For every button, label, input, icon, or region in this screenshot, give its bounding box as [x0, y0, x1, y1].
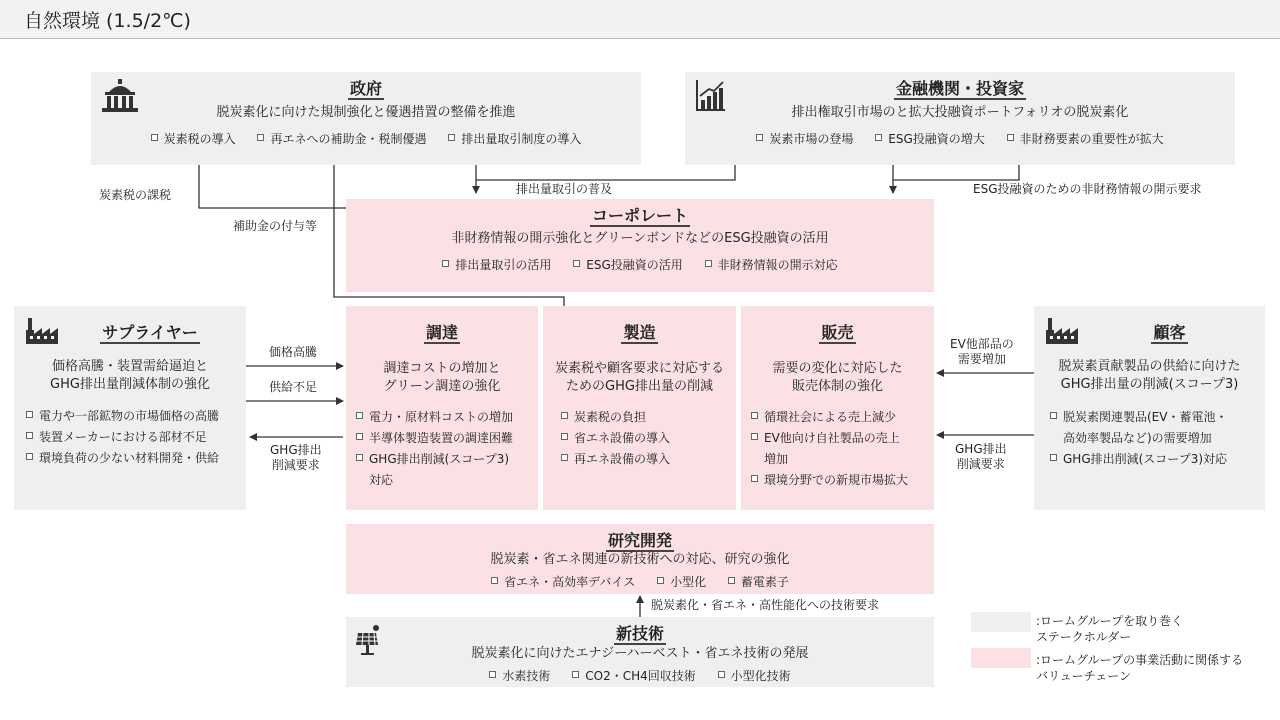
rnd-subtitle: 脱炭素・省エネ関連の新技術への対応、研究の強化	[490, 552, 790, 567]
government-title: 政府	[349, 79, 382, 98]
procurement-items	[356, 407, 513, 491]
list-item: 電力・原材料コストの増加	[356, 407, 513, 428]
government-items	[91, 130, 641, 147]
label-tech-req: 脱炭素化・省エネ・高性能化への技術要求	[651, 598, 880, 612]
legend-line: ステークホルダー	[1036, 630, 1132, 644]
procurement-subtitle	[346, 360, 538, 396]
list-item: 省エネ設備の導入	[561, 428, 670, 449]
list-item: 炭素市場の登場	[756, 130, 853, 147]
list-item: 水素技術	[489, 667, 550, 684]
list-item-continued: 高効率製品など)の需要増加	[1063, 431, 1212, 445]
supplier-title: サプライヤー	[102, 323, 198, 342]
subtitle-line: 脱炭素貢献製品の供給に向けた	[1058, 359, 1241, 374]
supplier-items	[26, 406, 219, 469]
customer-subtitle	[1034, 358, 1265, 394]
finance-title: 金融機関・投資家	[895, 79, 1024, 98]
list-item: 排出量取引制度の導入	[448, 130, 581, 147]
subtitle-line: ためのGHG排出量の削減	[566, 379, 713, 394]
sales-box	[741, 306, 934, 510]
sales-subtitle	[741, 360, 934, 396]
list-item: ESG投融資の増大	[875, 130, 985, 147]
label-esg-disclosure: ESG投融資のための非財務情報の開示要求	[973, 182, 1202, 196]
government-box	[91, 72, 641, 165]
subtitle-line: GHG排出量削減体制の強化	[50, 377, 210, 392]
label-emission-trading: 排出量取引の普及	[516, 182, 613, 196]
legend-swatch-value-chain	[971, 648, 1031, 668]
finance-subtitle: 排出権取引市場のと拡大投融資ポートフォリオの脱炭素化	[791, 105, 1129, 120]
legend-line: バリューチェーン	[1036, 669, 1132, 683]
subtitle-line: 需要の変化に対応した	[772, 361, 903, 376]
customer-title: 顧客	[1153, 323, 1186, 342]
customer-box	[1034, 306, 1265, 510]
list-item: GHG排出削減(スコープ3)対応	[1050, 449, 1227, 470]
list-item-continued: 対応	[369, 473, 394, 487]
list-item: 非財務情報の開示対応	[705, 256, 838, 273]
subtitle-line: グリーン調達の強化	[383, 379, 501, 394]
corporate-box	[346, 199, 934, 292]
list-item: CO2・CH4回収技術	[572, 667, 696, 684]
label-subsidy: 補助金の付与等	[233, 219, 318, 233]
manufacturing-items	[561, 407, 670, 470]
label-ghg-req-right	[955, 442, 1007, 472]
list-item: 炭素税の負担	[561, 407, 670, 428]
list-item: 半導体製造装置の調達困難	[356, 428, 513, 449]
legend-line: :ロームグループの事業活動に関係する	[1036, 653, 1244, 667]
list-item: 炭素税の導入	[151, 130, 236, 147]
subtitle-line: 価格高騰・装置需給逼迫と	[51, 359, 208, 374]
newtech-box	[346, 617, 934, 687]
list-item: 循環社会による売上減少	[751, 407, 908, 428]
label-line: GHG排出	[955, 442, 1007, 456]
list-item: 省エネ・高効率デバイス	[491, 573, 635, 590]
sales-title: 販売	[821, 323, 854, 342]
newtech-items	[346, 667, 934, 684]
label-line: 削減要求	[271, 458, 320, 472]
label-supply-short: 供給不足	[269, 380, 318, 394]
label-line: 削減要求	[956, 457, 1005, 471]
label-ev-demand	[950, 337, 1014, 367]
list-item: 電力や一部鉱物の市場価格の高騰	[26, 406, 219, 427]
label-line: GHG排出	[270, 443, 322, 457]
sales-items	[751, 407, 908, 491]
label-price-rise: 価格高騰	[269, 345, 318, 359]
rnd-items	[346, 573, 934, 590]
procurement-title: 調達	[425, 323, 458, 342]
newtech-subtitle: 脱炭素化に向けたエナジーハーベスト・省エネ技術の発展	[471, 646, 809, 661]
list-item: 脱炭素関連製品(EV・蓄電池・	[1050, 407, 1227, 428]
manufacturing-subtitle	[543, 360, 736, 396]
rnd-box	[346, 524, 934, 594]
label-line: 需要増加	[957, 352, 1006, 366]
list-item: 排出量取引の活用	[442, 256, 551, 273]
list-item: EV他向け自社製品の売上	[751, 428, 908, 449]
list-item: ESG投融資の活用	[573, 256, 683, 273]
manufacturing-box	[543, 306, 736, 510]
supplier-box	[14, 306, 246, 510]
list-item: 環境負荷の少ない材料開発・供給	[26, 448, 219, 469]
newtech-title: 新技術	[615, 624, 664, 643]
list-item: 非財務要素の重要性が拡大	[1007, 130, 1164, 147]
label-line: EV他部品の	[950, 337, 1014, 351]
finance-box	[685, 72, 1235, 165]
subtitle-line: 炭素税や顧客要求に対応する	[554, 361, 724, 376]
list-item: 再エネ設備の導入	[561, 449, 670, 470]
list-item: 蓄電素子	[728, 573, 789, 590]
legend-swatch-stakeholder	[971, 612, 1031, 632]
page-title: 自然環境 (1.5/2℃)	[24, 10, 191, 32]
list-item: 小型化	[657, 573, 706, 590]
legend-value-chain	[1036, 652, 1243, 684]
corporate-subtitle: 非財務情報の開示強化とグリーンボンドなどのESG投融資の活用	[451, 231, 829, 246]
list-item: 装置メーカーにおける部材不足	[26, 427, 219, 448]
government-subtitle: 脱炭素化に向けた規制強化と優遇措置の整備を推進	[216, 105, 516, 120]
list-item: 小型化技術	[718, 667, 791, 684]
label-ghg-req-left	[270, 443, 322, 473]
finance-items	[685, 130, 1235, 147]
corporate-items	[346, 256, 934, 273]
list-item: 再エネへの補助金・税制優遇	[257, 130, 426, 147]
subtitle-line: GHG排出量の削減(スコープ3)	[1060, 377, 1239, 392]
label-carbon-tax: 炭素税の課税	[99, 188, 172, 202]
subtitle-line: 販売体制の強化	[791, 379, 883, 394]
list-item: GHG排出削減(スコープ3)	[356, 449, 513, 470]
manufacturing-title: 製造	[623, 323, 656, 342]
corporate-title: コーポレート	[591, 206, 688, 225]
legend-line: :ロームグループを取り巻く	[1036, 614, 1184, 628]
customer-items	[1050, 407, 1227, 470]
legend-stakeholder	[1036, 613, 1183, 645]
procurement-box	[346, 306, 538, 510]
rnd-title: 研究開発	[607, 531, 672, 550]
supplier-subtitle	[14, 358, 246, 394]
subtitle-line: 調達コストの増加と	[383, 361, 501, 376]
list-item: 環境分野での新規市場拡大	[751, 470, 908, 491]
list-item-continued: 増加	[764, 452, 789, 466]
